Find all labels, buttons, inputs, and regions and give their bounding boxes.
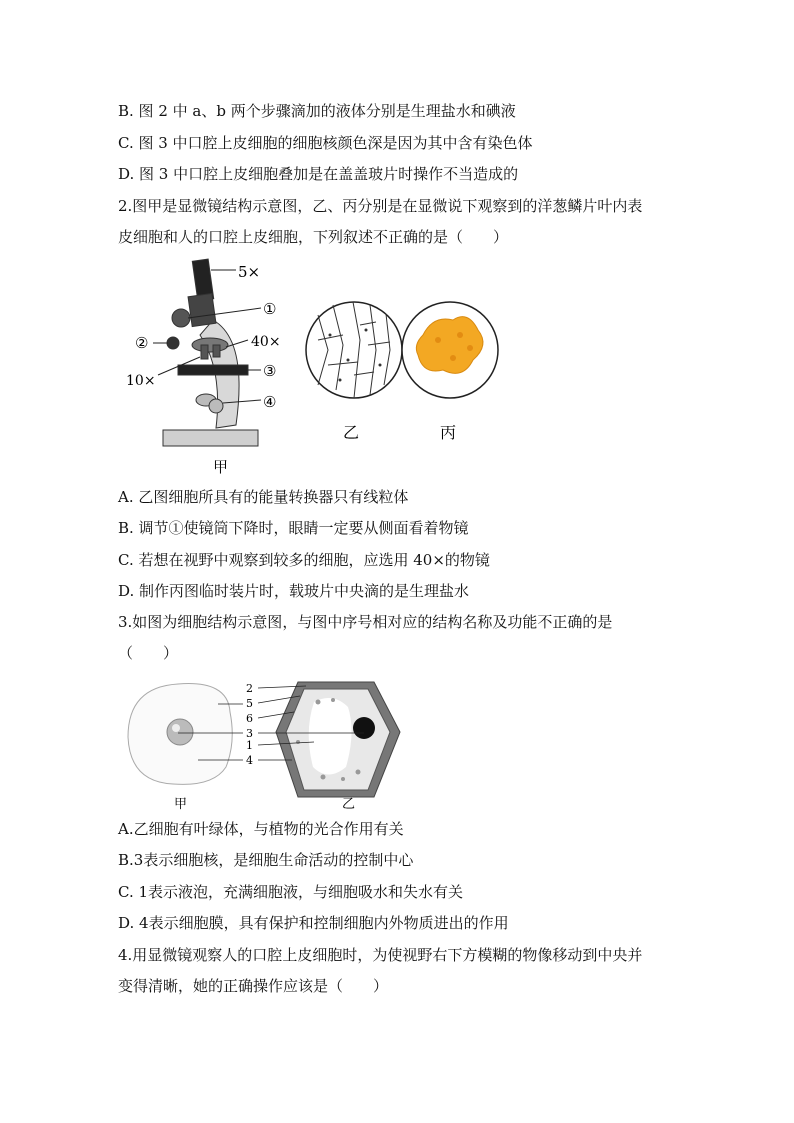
- onion-cells-view: [306, 302, 402, 398]
- label-2: ②: [135, 334, 149, 352]
- question-2-option-d: D. 制作丙图临时装片时，载玻片中央滴的是生理盐水: [118, 582, 470, 600]
- num-5: 5: [246, 697, 253, 710]
- objective-40x-label: 40×: [251, 334, 281, 350]
- figure-microscope-cells: [118, 250, 518, 480]
- question-4-stem-line-1: 4.用显微镜观察人的口腔上皮细胞时，为使视野右下方模糊的物像移动到中央并: [118, 946, 643, 964]
- num-1: 1: [246, 739, 253, 752]
- caption-jia: 甲: [213, 458, 229, 476]
- num-6: 6: [246, 712, 253, 725]
- num-3: 3: [246, 727, 253, 740]
- num-2: 2: [246, 682, 253, 695]
- question-2-option-c: C. 若想在视野中观察到较多的细胞，应选用 40×的物镜: [118, 551, 490, 569]
- figure-cell-structure: [118, 672, 418, 812]
- caption-yi: 乙: [342, 797, 356, 812]
- objective-10x-label: 10×: [126, 373, 156, 389]
- caption-jia: 甲: [174, 797, 188, 812]
- microscope-diagram: [118, 250, 518, 480]
- question-2-option-a: A. 乙图细胞所具有的能量转换器只有线粒体: [118, 488, 409, 506]
- label-4: ④: [263, 393, 277, 411]
- num-4: 4: [246, 754, 253, 767]
- option-d-line: D. 图 3 中口腔上皮细胞叠加是在盖盖玻片时操作不当造成的: [118, 165, 519, 183]
- eyepiece-magnification-label: 5×: [238, 263, 261, 281]
- cheek-cells-view: [402, 302, 498, 398]
- question-2-stem-line-2: 皮细胞和人的口腔上皮细胞，下列叙述不正确的是（ ）: [118, 228, 509, 246]
- question-3-stem-line-1: 3.如图为细胞结构示意图，与图中序号相对应的结构名称及功能不正确的是: [118, 613, 613, 631]
- cell-structure-diagram: [118, 672, 418, 812]
- question-3-option-c: C. 1表示液泡，充满细胞液，与细胞吸水和失水有关: [118, 883, 464, 901]
- caption-bing: 丙: [440, 423, 457, 442]
- caption-yi: 乙: [343, 423, 360, 442]
- question-3-option-a: A.乙细胞有叶绿体，与植物的光合作用有关: [118, 820, 404, 838]
- question-4-stem-line-2: 变得清晰，她的正确操作应该是（ ）: [118, 977, 389, 995]
- question-2-option-b: B. 调节①使镜筒下降时，眼睛一定要从侧面看着物镜: [118, 519, 469, 537]
- label-3: ③: [263, 362, 277, 380]
- question-3-stem-line-2: （ ）: [118, 644, 179, 662]
- label-1: ①: [263, 300, 277, 318]
- question-3-option-d: D. 4表示细胞膜，具有保护和控制细胞内外物质进出的作用: [118, 914, 509, 932]
- question-3-option-b: B.3表示细胞核，是细胞生命活动的控制中心: [118, 851, 414, 869]
- question-2-stem-line-1: 2.图甲是显微镜结构示意图，乙、丙分别是在显微说下观察到的洋葱鳞片叶内表: [118, 197, 643, 215]
- option-c-line: C. 图 3 中口腔上皮细胞的细胞核颜色深是因为其中含有染色体: [118, 134, 533, 152]
- option-b-line: B. 图 2 中 a、b 两个步骤滴加的液体分别是生理盐水和碘液: [118, 102, 516, 120]
